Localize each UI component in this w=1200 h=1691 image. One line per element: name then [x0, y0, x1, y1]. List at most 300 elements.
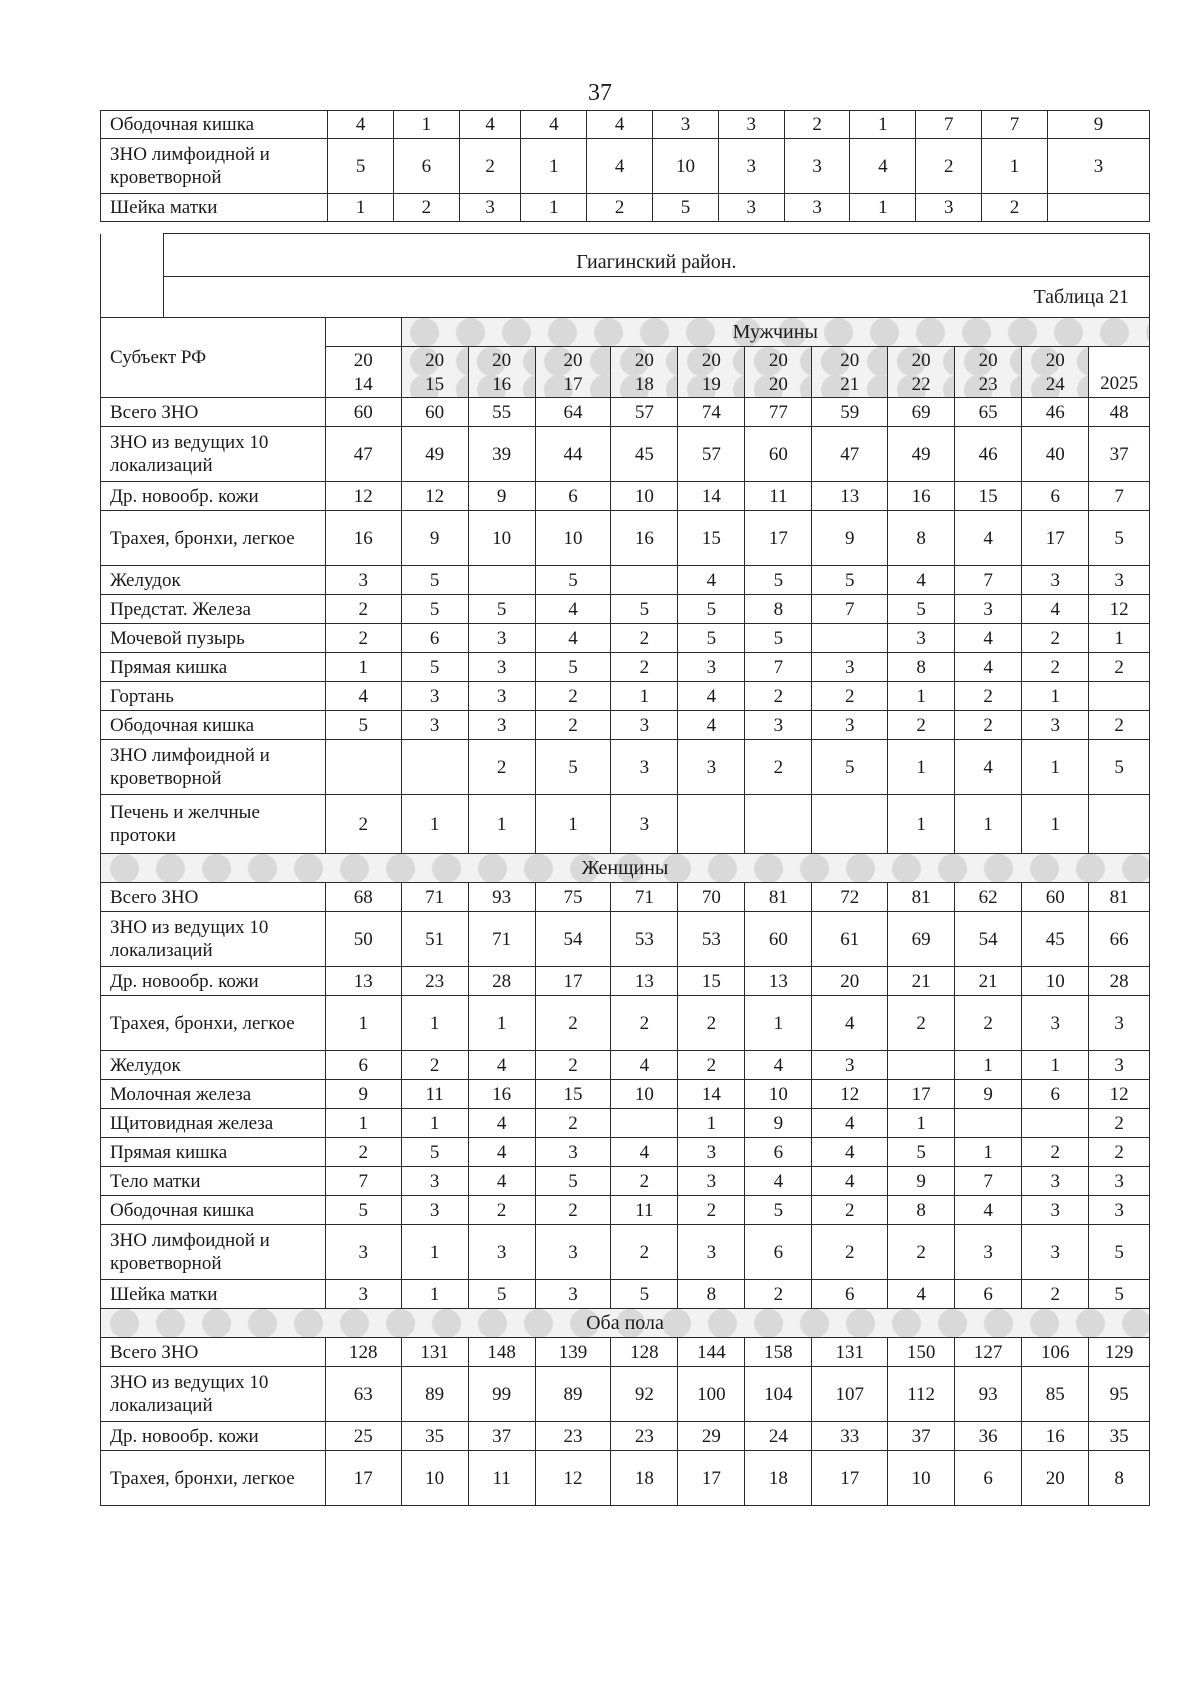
year-header — [535, 347, 611, 398]
table-cell: 21 — [888, 967, 955, 996]
table-cell: 5 — [1089, 1280, 1150, 1309]
table-cell: 4 — [812, 1109, 888, 1138]
table-cell: 139 — [535, 1338, 611, 1367]
table-cell: 60 — [401, 398, 468, 427]
table-row — [101, 967, 1150, 996]
table-cell: 93 — [468, 883, 535, 912]
table-cell — [812, 624, 888, 653]
table-cell: 2 — [812, 1225, 888, 1280]
table-cell: 1 — [888, 740, 955, 795]
table-cell: 16 — [611, 511, 678, 566]
table-cell: 1 — [955, 1138, 1022, 1167]
table-cell: 68 — [325, 883, 401, 912]
table-cell: 3 — [812, 1051, 888, 1080]
table-cell: 5 — [1089, 511, 1150, 566]
row-label: Тело матки — [101, 1167, 326, 1196]
section-row — [101, 1309, 1150, 1338]
table-cell: 4 — [459, 111, 521, 139]
table-cell: 10 — [888, 1451, 955, 1506]
table-cell: 2 — [325, 1138, 401, 1167]
table-row — [101, 1422, 1150, 1451]
table-row — [101, 883, 1150, 912]
table-cell: 3 — [325, 566, 401, 595]
table-cell: 9 — [888, 1167, 955, 1196]
table-cell — [955, 1109, 1022, 1138]
table-cell: 3 — [812, 711, 888, 740]
table-cell: 4 — [468, 1109, 535, 1138]
table-cell — [812, 795, 888, 854]
table-label: Таблица 21 — [163, 277, 1149, 318]
table-cell: 2 — [955, 682, 1022, 711]
table-cell: 5 — [535, 1167, 611, 1196]
table-cell: 2 — [678, 1196, 745, 1225]
table-cell: 3 — [678, 1225, 745, 1280]
table-cell: 5 — [745, 624, 812, 653]
table-cell: 92 — [611, 1367, 678, 1422]
table-cell: 1 — [535, 795, 611, 854]
table-cell: 4 — [850, 139, 916, 194]
section-title: Оба пола — [101, 1309, 1150, 1338]
table-cell: 2 — [535, 682, 611, 711]
row-label: Шейка матки — [101, 1280, 326, 1309]
table-cell: 4 — [955, 740, 1022, 795]
table-cell: 2 — [1089, 711, 1150, 740]
table-cell: 23 — [535, 1422, 611, 1451]
table-cell: 2 — [812, 1196, 888, 1225]
table-row — [101, 740, 1150, 795]
table-cell: 17 — [745, 511, 812, 566]
table-cell: 9 — [745, 1109, 812, 1138]
table-cell: 37 — [1089, 427, 1150, 482]
table-label-row — [101, 277, 1150, 318]
table-row — [101, 1367, 1150, 1422]
table-cell: 9 — [812, 511, 888, 566]
year-header — [678, 347, 745, 398]
table-cell: 3 — [401, 1167, 468, 1196]
row-label: ЗНО лимфоидной и кроветворной — [101, 139, 328, 194]
table-cell: 17 — [678, 1451, 745, 1506]
table-cell: 11 — [745, 482, 812, 511]
table-cell: 2 — [611, 996, 678, 1051]
table-cell: 2 — [535, 1196, 611, 1225]
table-cell: 16 — [468, 1080, 535, 1109]
table-cell: 3 — [718, 139, 784, 194]
table-row — [101, 511, 1150, 566]
table-cell: 2 — [812, 682, 888, 711]
table-cell: 2 — [325, 624, 401, 653]
table-cell: 9 — [325, 1080, 401, 1109]
table-cell: 5 — [653, 194, 719, 222]
table-cell: 5 — [401, 1138, 468, 1167]
table-cell: 2 — [535, 711, 611, 740]
table-cell: 60 — [745, 912, 812, 967]
table-cell: 3 — [611, 795, 678, 854]
table-cell: 6 — [1022, 482, 1089, 511]
table-cell: 16 — [325, 511, 401, 566]
table-cell: 35 — [1089, 1422, 1150, 1451]
table-cell: 8 — [888, 511, 955, 566]
table-cell: 2 — [611, 653, 678, 682]
table-cell: 100 — [678, 1367, 745, 1422]
table-cell: 3 — [718, 111, 784, 139]
table-cell: 3 — [611, 740, 678, 795]
table-cell: 2 — [982, 194, 1048, 222]
table-cell: 9 — [1047, 111, 1149, 139]
table-cell: 28 — [468, 967, 535, 996]
table-cell: 39 — [468, 427, 535, 482]
table-cell: 5 — [325, 711, 401, 740]
table-cell: 60 — [745, 427, 812, 482]
table-cell: 47 — [812, 427, 888, 482]
table-cell: 5 — [325, 1196, 401, 1225]
table-cell: 1 — [468, 795, 535, 854]
table-cell: 1 — [1089, 624, 1150, 653]
table-cell: 106 — [1022, 1338, 1089, 1367]
table-cell: 3 — [653, 111, 719, 139]
table-cell: 20 — [812, 967, 888, 996]
table-cell: 1 — [850, 111, 916, 139]
table-cell: 44 — [535, 427, 611, 482]
table-cell: 131 — [812, 1338, 888, 1367]
table-cell: 89 — [535, 1367, 611, 1422]
table-cell: 13 — [745, 967, 812, 996]
table-cell: 2 — [1089, 1109, 1150, 1138]
table-cell — [325, 740, 401, 795]
row-label: Др. новообр. кожи — [101, 967, 326, 996]
year-short: 15 — [425, 374, 445, 395]
table-cell: 10 — [401, 1451, 468, 1506]
year-century: 20 — [634, 350, 654, 371]
row-label: ЗНО из ведущих 10 локализаций — [101, 912, 326, 967]
table-cell: 17 — [1022, 511, 1089, 566]
table-cell: 158 — [745, 1338, 812, 1367]
table-cell: 150 — [888, 1338, 955, 1367]
table-cell: 3 — [678, 1138, 745, 1167]
table-cell: 2 — [888, 1225, 955, 1280]
table-cell: 12 — [325, 482, 401, 511]
table-cell: 2 — [1022, 1138, 1089, 1167]
table-cell — [1047, 194, 1149, 222]
table-cell: 1 — [325, 1109, 401, 1138]
table-cell: 2 — [587, 194, 653, 222]
table-cell: 1 — [1022, 1051, 1089, 1080]
table-cell: 3 — [468, 711, 535, 740]
table-cell: 4 — [611, 1138, 678, 1167]
table-cell: 3 — [1022, 711, 1089, 740]
table-cell: 1 — [850, 194, 916, 222]
row-label: Мочевой пузырь — [101, 624, 326, 653]
table-cell: 3 — [401, 1196, 468, 1225]
table-cell: 3 — [1022, 1196, 1089, 1225]
table-cell: 4 — [468, 1138, 535, 1167]
table-cell: 11 — [468, 1451, 535, 1506]
table-cell: 3 — [718, 194, 784, 222]
table-cell: 4 — [468, 1167, 535, 1196]
table-cell: 3 — [745, 711, 812, 740]
table-cell: 45 — [611, 427, 678, 482]
table-cell: 4 — [888, 566, 955, 595]
table-cell: 5 — [1089, 1225, 1150, 1280]
table-cell: 2 — [678, 1051, 745, 1080]
row-label: Шейка матки — [101, 194, 328, 222]
table-cell: 4 — [812, 1138, 888, 1167]
table-cell: 3 — [1022, 566, 1089, 595]
table-cell: 13 — [325, 967, 401, 996]
table-cell: 1 — [401, 1225, 468, 1280]
table-cell: 8 — [678, 1280, 745, 1309]
table-cell: 45 — [1022, 912, 1089, 967]
table-cell: 81 — [888, 883, 955, 912]
table-cell: 6 — [394, 139, 460, 194]
table-cell: 17 — [812, 1451, 888, 1506]
year-century: 20 — [911, 350, 931, 371]
table-cell: 8 — [1089, 1451, 1150, 1506]
table-cell: 1 — [888, 682, 955, 711]
table-cell: 18 — [611, 1451, 678, 1506]
table-cell: 6 — [325, 1051, 401, 1080]
table-cell: 2 — [325, 795, 401, 854]
table-cell — [1089, 682, 1150, 711]
year-century: 20 — [492, 350, 512, 371]
table-cell: 33 — [812, 1422, 888, 1451]
table-cell: 49 — [888, 427, 955, 482]
table-cell: 1 — [955, 1051, 1022, 1080]
table-cell — [745, 795, 812, 854]
table-cell: 13 — [611, 967, 678, 996]
table-cell: 29 — [678, 1422, 745, 1451]
table-cell: 3 — [955, 1225, 1022, 1280]
table-cell: 4 — [328, 111, 394, 139]
table-cell: 1 — [401, 795, 468, 854]
table-cell: 4 — [955, 624, 1022, 653]
year-short: 23 — [978, 374, 998, 395]
row-label: Трахея, бронхи, легкое — [101, 996, 326, 1051]
table-row — [101, 624, 1150, 653]
table-cell: 72 — [812, 883, 888, 912]
table-cell: 3 — [468, 1225, 535, 1280]
year-header — [888, 347, 955, 398]
table-cell: 12 — [1089, 595, 1150, 624]
table-cell: 2 — [888, 996, 955, 1051]
table-cell: 69 — [888, 912, 955, 967]
table-cell: 5 — [1089, 740, 1150, 795]
table-row — [101, 566, 1150, 595]
table-cell: 15 — [955, 482, 1022, 511]
table-cell: 18 — [745, 1451, 812, 1506]
table-cell: 12 — [812, 1080, 888, 1109]
year-header — [325, 347, 401, 398]
table-cell: 99 — [468, 1367, 535, 1422]
table-cell: 10 — [468, 511, 535, 566]
table-cell: 4 — [745, 1167, 812, 1196]
page-number: 37 — [588, 80, 612, 106]
table-cell: 9 — [401, 511, 468, 566]
table-cell: 3 — [1022, 1167, 1089, 1196]
table-cell: 4 — [955, 653, 1022, 682]
table-cell: 77 — [745, 398, 812, 427]
row-label: Щитовидная железа — [101, 1109, 326, 1138]
table-cell: 5 — [888, 595, 955, 624]
table-cell: 2 — [459, 139, 521, 194]
table-cell: 6 — [812, 1280, 888, 1309]
table-row — [101, 682, 1150, 711]
table-cell: 2 — [611, 624, 678, 653]
table-cell: 4 — [325, 682, 401, 711]
table-cell: 131 — [401, 1338, 468, 1367]
table-cell: 5 — [611, 595, 678, 624]
table-cell: 1 — [325, 653, 401, 682]
table-cell: 2 — [535, 1109, 611, 1138]
table-row — [101, 1051, 1150, 1080]
table-cell: 5 — [678, 595, 745, 624]
table-cell: 3 — [1022, 996, 1089, 1051]
table-cell — [888, 1051, 955, 1080]
table-cell: 2 — [1022, 1280, 1089, 1309]
blank-header-cell — [325, 318, 401, 347]
table-cell: 81 — [1089, 883, 1150, 912]
year-short: 16 — [492, 374, 512, 395]
year-century: 20 — [701, 350, 721, 371]
table-cell: 95 — [1089, 1367, 1150, 1422]
table-cell: 17 — [535, 967, 611, 996]
row-label: Трахея, бронхи, легкое — [101, 511, 326, 566]
incidence-table — [100, 233, 1150, 1506]
table-cell: 6 — [745, 1225, 812, 1280]
year-header — [745, 347, 812, 398]
table-cell: 112 — [888, 1367, 955, 1422]
table-cell: 5 — [401, 566, 468, 595]
table-cell: 5 — [812, 566, 888, 595]
table-cell: 10 — [535, 511, 611, 566]
table-row — [101, 795, 1150, 854]
row-label: Всего ЗНО — [101, 398, 326, 427]
table-cell: 89 — [401, 1367, 468, 1422]
table-cell: 15 — [535, 1080, 611, 1109]
table-cell: 3 — [325, 1280, 401, 1309]
table-cell: 3 — [916, 194, 982, 222]
table-cell: 3 — [812, 653, 888, 682]
table-cell: 3 — [1089, 1196, 1150, 1225]
table-cell: 14 — [678, 1080, 745, 1109]
table-cell: 6 — [535, 482, 611, 511]
table-row — [101, 1338, 1150, 1367]
table-cell: 12 — [535, 1451, 611, 1506]
table-cell: 3 — [401, 711, 468, 740]
table-cell: 12 — [401, 482, 468, 511]
table-cell: 3 — [1047, 139, 1149, 194]
table-cell: 54 — [535, 912, 611, 967]
table-cell: 53 — [678, 912, 745, 967]
table-cell: 1 — [955, 795, 1022, 854]
table-cell: 4 — [888, 1280, 955, 1309]
table-cell: 3 — [468, 624, 535, 653]
table-cell: 3 — [1089, 566, 1150, 595]
table-cell: 48 — [1089, 398, 1150, 427]
table-cell: 127 — [955, 1338, 1022, 1367]
year-century: 20 — [425, 350, 445, 371]
table-cell: 28 — [1089, 967, 1150, 996]
table-cell: 6 — [401, 624, 468, 653]
table-cell: 5 — [888, 1138, 955, 1167]
table-cell: 1 — [678, 1109, 745, 1138]
year-short: 20 — [768, 374, 788, 395]
table-cell: 54 — [955, 912, 1022, 967]
table-cell: 12 — [1089, 1080, 1150, 1109]
table-cell: 85 — [1022, 1367, 1089, 1422]
table-cell: 5 — [745, 566, 812, 595]
table-cell: 2 — [1089, 1138, 1150, 1167]
table-cell: 3 — [888, 624, 955, 653]
table-cell: 3 — [678, 1167, 745, 1196]
table-cell: 3 — [784, 194, 850, 222]
table-cell: 17 — [325, 1451, 401, 1506]
table-cell: 47 — [325, 427, 401, 482]
stub-cell — [101, 277, 164, 318]
table-cell: 5 — [535, 566, 611, 595]
table-cell: 1 — [394, 111, 460, 139]
table-cell: 20 — [1022, 1451, 1089, 1506]
table-row — [101, 194, 1150, 222]
table-cell: 2 — [401, 1051, 468, 1080]
table-cell: 6 — [745, 1138, 812, 1167]
table-cell: 7 — [1089, 482, 1150, 511]
table-cell: 59 — [812, 398, 888, 427]
year-century: 20 — [563, 350, 583, 371]
table-cell: 55 — [468, 398, 535, 427]
row-label: Прямая кишка — [101, 1138, 326, 1167]
table-cell: 13 — [812, 482, 888, 511]
table-cell: 4 — [1022, 595, 1089, 624]
table-cell: 9 — [468, 482, 535, 511]
table-cell: 2 — [916, 139, 982, 194]
table-cell: 3 — [459, 194, 521, 222]
table-cell — [1022, 1109, 1089, 1138]
table-cell: 2 — [468, 740, 535, 795]
table-cell: 7 — [955, 566, 1022, 595]
table-cell: 2 — [611, 1225, 678, 1280]
table-cell: 3 — [678, 653, 745, 682]
table-cell: 129 — [1089, 1338, 1150, 1367]
table-cell: 5 — [535, 740, 611, 795]
table-cell: 71 — [401, 883, 468, 912]
table-cell: 25 — [325, 1422, 401, 1451]
table-cell: 23 — [401, 967, 468, 996]
table-cell: 3 — [325, 1225, 401, 1280]
table-cell: 15 — [678, 511, 745, 566]
table-cell: 1 — [401, 1109, 468, 1138]
table-cell: 51 — [401, 912, 468, 967]
table-cell: 69 — [888, 398, 955, 427]
year-short: 17 — [563, 374, 583, 395]
table-cell: 5 — [535, 653, 611, 682]
table-row — [101, 653, 1150, 682]
table-cell: 66 — [1089, 912, 1150, 967]
table-cell: 128 — [325, 1338, 401, 1367]
district-title: Гиагинский район. — [163, 234, 1149, 277]
section-row — [101, 854, 1150, 883]
row-label: ЗНО лимфоидной и кроветворной — [101, 740, 326, 795]
table-row — [101, 139, 1150, 194]
table-cell: 36 — [955, 1422, 1022, 1451]
year-century: 20 — [1045, 350, 1065, 371]
table-cell: 144 — [678, 1338, 745, 1367]
year-century: 20 — [840, 350, 860, 371]
year-header — [611, 347, 678, 398]
table-cell: 4 — [587, 111, 653, 139]
year-header: 2025 — [1089, 347, 1150, 398]
section-title: Женщины — [101, 854, 1150, 883]
table-cell: 6 — [955, 1280, 1022, 1309]
